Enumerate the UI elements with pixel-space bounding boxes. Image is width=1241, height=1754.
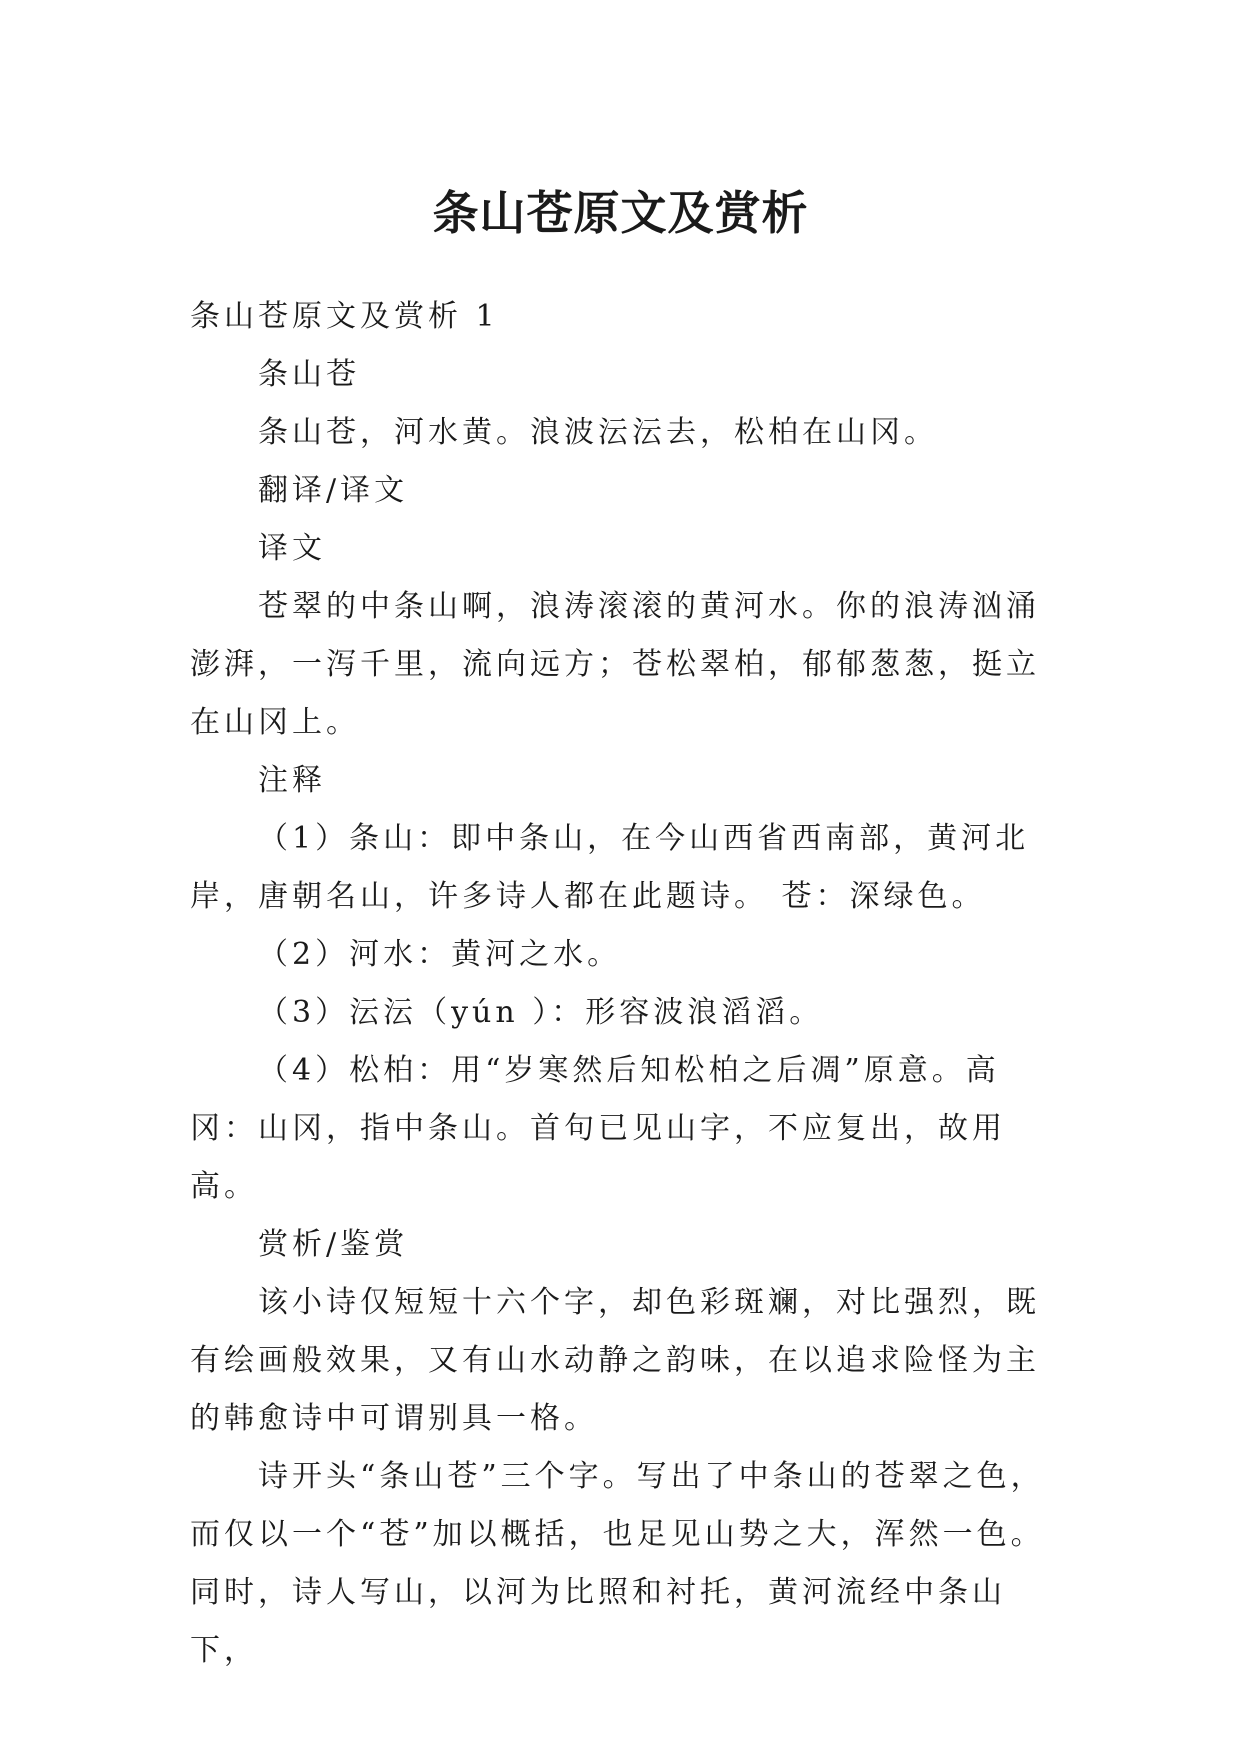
note-item: （1）条山：即中条山，在今山西省西南部，黄河北岸，唐朝名山，许多诗人都在此题诗。 苍：深绿色。 — [190, 821, 1030, 914]
poem-text: 条山苍，河水黄。浪波沄沄去，松柏在山冈。 — [258, 415, 938, 450]
appreciation-heading: 赏析/鉴赏 — [258, 1227, 409, 1262]
note-item: （3）沄沄（yún ）：形容波浪滔滔。 — [258, 995, 824, 1030]
notes-heading: 注释 — [258, 763, 326, 798]
translation-subheading: 译文 — [258, 531, 326, 566]
appreciation-paragraph: 诗开头“条山苍”三个字。写出了中条山的苍翠之色，而仅以一个“苍”加以概括，也足见山势之大，浑然一色。同时，诗人写山，以河为比照和衬托，黄河流经中条山下， — [190, 1459, 1045, 1668]
translation-paragraph: 苍翠的中条山啊，浪涛滚滚的黄河水。你的浪涛汹涌澎湃，一泻千里，流向远方；苍松翠柏，郁郁葱葱，挺立在山冈上。 — [190, 589, 1040, 740]
document-body — [190, 288, 1052, 1680]
note-item: （4）松柏：用“岁寒然后知松柏之后凋”原意。高冈：山冈，指中条山。首句已见山字，不应复出，故用高。 — [190, 1053, 1006, 1204]
note-item: （2）河水：黄河之水。 — [258, 937, 622, 972]
document-title: 条山苍原文及赏析 — [432, 185, 809, 240]
translation-heading: 翻译/译文 — [258, 473, 409, 508]
appreciation-paragraph: 该小诗仅短短十六个字，却色彩斑斓，对比强烈，既有绘画般效果，又有山水动静之韵味，在以追求险怪为主的韩愈诗中可谓别具一格。 — [190, 1285, 1040, 1436]
poem-title: 条山苍 — [258, 357, 360, 392]
section-heading: 条山苍原文及赏析 1 — [190, 299, 499, 334]
